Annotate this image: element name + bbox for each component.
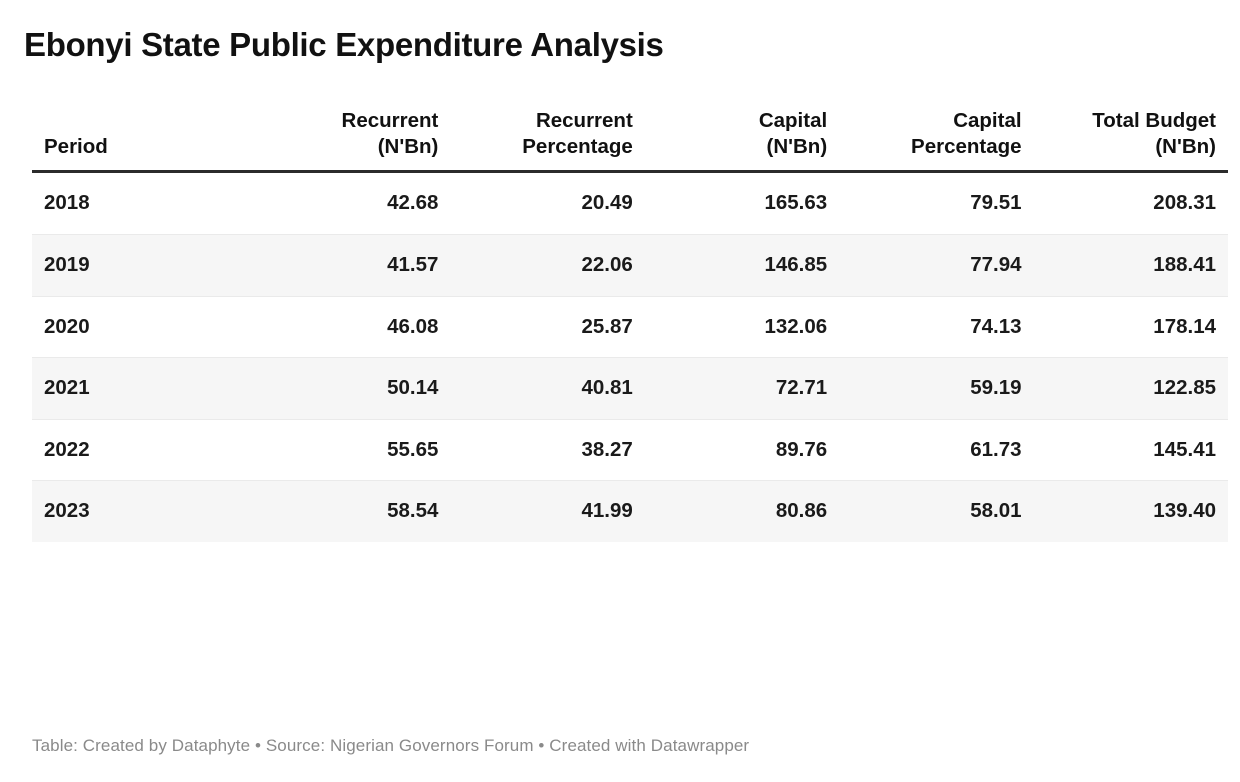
cell-recurrent: 46.08 — [387, 314, 439, 338]
column-header-recurrent-percentage — [450, 108, 644, 172]
column-header-capital-percentage — [839, 108, 1033, 172]
cell-period: 2022 — [44, 437, 90, 461]
cell-recurrent-percentage: 25.87 — [581, 314, 633, 338]
table-row — [32, 235, 1228, 297]
cell-total-budget: 145.41 — [1153, 437, 1216, 461]
cell-recurrent: 55.65 — [387, 437, 439, 461]
cell-period: 2019 — [44, 253, 90, 276]
table-row — [32, 358, 1228, 420]
cell-recurrent: 50.14 — [387, 376, 439, 400]
table-container — [24, 108, 1224, 542]
column-header-recurrent-line1: Recurrent — [341, 108, 439, 132]
page-title: Ebonyi State Public Expenditure Analysis — [24, 26, 664, 63]
cell-recurrent: 41.57 — [387, 253, 439, 276]
column-header-total-budget — [1034, 108, 1228, 172]
cell-period: 2021 — [44, 376, 90, 400]
column-header-capital-line1: Capital — [758, 108, 828, 132]
column-header-capital-percentage-line1: Capital — [953, 108, 1022, 132]
cell-recurrent-percentage: 38.27 — [581, 437, 633, 461]
cell-total-budget: 122.85 — [1153, 376, 1216, 400]
cell-capital: 80.86 — [775, 499, 828, 523]
table-row — [32, 296, 1228, 358]
column-header-recurrent-percentage-line1: Recurrent — [535, 108, 633, 132]
cell-period: 2020 — [44, 314, 90, 338]
cell-recurrent: 58.54 — [387, 499, 439, 523]
cell-recurrent-percentage: 41.99 — [581, 499, 633, 523]
expenditure-table — [32, 108, 1228, 542]
cell-capital-percentage: 59.19 — [970, 376, 1022, 400]
column-header-capital-line2: (N'Bn) — [766, 135, 828, 159]
table-row — [32, 419, 1228, 481]
table-header — [32, 108, 1228, 172]
cell-total-budget: 178.14 — [1153, 314, 1216, 338]
cell-capital-percentage: 58.01 — [970, 499, 1022, 523]
cell-capital: 165.63 — [764, 191, 828, 215]
column-header-period — [32, 108, 256, 172]
column-header-capital-percentage-line2: Percentage — [911, 135, 1022, 159]
column-header-total-budget-line1: Total Budget — [1092, 108, 1216, 132]
cell-capital-percentage: 79.51 — [970, 191, 1022, 215]
cell-total-budget: 139.40 — [1153, 499, 1216, 523]
column-header-capital — [645, 108, 839, 172]
cell-capital-percentage: 61.73 — [970, 437, 1022, 461]
cell-recurrent-percentage: 40.81 — [581, 376, 633, 400]
column-header-recurrent — [256, 108, 450, 172]
cell-recurrent: 42.68 — [387, 191, 439, 215]
cell-capital: 132.06 — [764, 314, 828, 338]
table-row — [32, 172, 1228, 235]
cell-recurrent-percentage: 20.49 — [581, 191, 633, 215]
cell-recurrent-percentage: 22.06 — [581, 253, 633, 276]
table-credit-footer: Table: Created by Dataphyte • Source: Nigerian Governors Forum • Created with Datawrapper — [32, 736, 750, 755]
table-body — [32, 172, 1228, 542]
column-header-total-budget-line2: (N'Bn) — [1155, 135, 1216, 159]
table-header-row — [32, 108, 1228, 172]
table-row — [32, 481, 1228, 542]
column-header-recurrent-percentage-line2: Percentage — [522, 135, 633, 159]
cell-capital-percentage: 77.94 — [970, 253, 1022, 276]
cell-total-budget: 208.31 — [1153, 191, 1216, 215]
cell-total-budget: 188.41 — [1153, 253, 1216, 276]
column-header-recurrent-line2: (N'Bn) — [377, 135, 439, 159]
cell-capital-percentage: 74.13 — [970, 314, 1022, 338]
cell-period: 2018 — [44, 191, 90, 215]
cell-capital: 146.85 — [764, 253, 828, 276]
cell-period: 2023 — [44, 499, 90, 523]
cell-capital: 89.76 — [775, 437, 828, 461]
cell-capital: 72.71 — [775, 376, 828, 400]
column-header-period-line1: Period — [44, 135, 108, 159]
